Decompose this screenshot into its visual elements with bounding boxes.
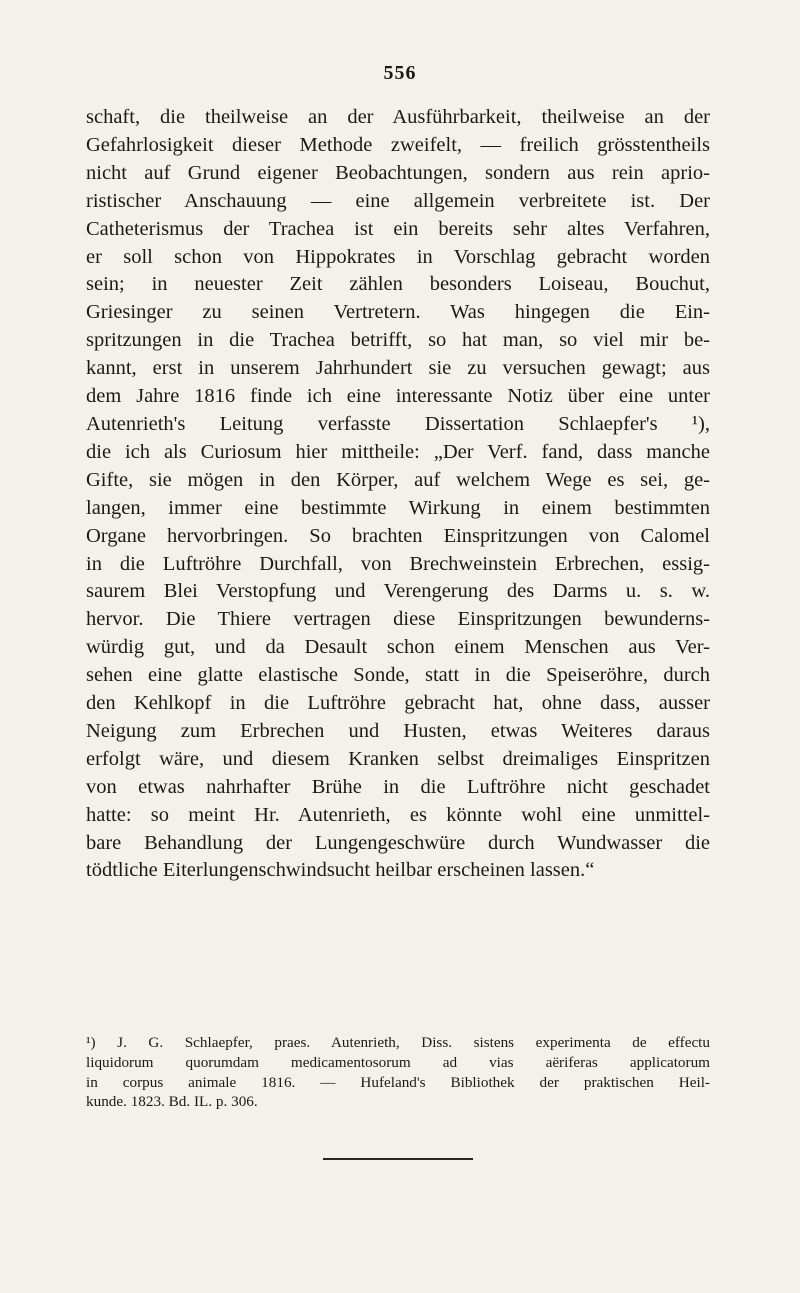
text-line: er soll schon von Hippokrates in Vorschlag gebracht worden [86, 245, 710, 268]
text-line: kannt, erst in unserem Jahrhundert sie zu versuchen gewagt; aus [86, 357, 710, 380]
text-line: in die Luftröhre Durchfall, von Brechweinstein Erbrechen, essig- [86, 552, 710, 575]
text-line: bare Behandlung der Lungengeschwüre durch Wundwasser die [86, 831, 710, 854]
page-number: 556 [383, 62, 417, 84]
footnote-line: liquidorum quorumdam medicamentosorum ad vias aëriferas applicatorum [86, 1053, 710, 1071]
text-line: hatte: so meint Hr. Autenrieth, es könnte wohl eine unmittel- [86, 803, 710, 826]
text-line: Neigung zum Erbrechen und Husten, etwas Weiteres daraus [86, 719, 710, 742]
text-line: von etwas nahrhafter Brühe in die Luftröhre nicht geschadet [86, 775, 710, 798]
text-line: Gifte, sie mögen in den Körper, auf welchem Wege es sei, ge- [86, 468, 710, 491]
text-line: den Kehlkopf in die Luftröhre gebracht hat, ohne dass, ausser [86, 692, 710, 715]
text-line: würdig gut, und da Desault schon einem Menschen aus Ver- [86, 636, 710, 659]
footnote-line: ¹) J. G. Schlaepfer, praes. Autenrieth, Diss. sistens experimenta de effectu [86, 1034, 710, 1051]
text-line: erfolgt wäre, und diesem Kranken selbst dreimaliges Einspritzen [86, 747, 710, 770]
text-line: schaft, die theilweise an der Ausführbarkeit, theilweise an der [86, 106, 710, 128]
text-line: spritzungen in die Trachea betrifft, so hat man, so viel mir be- [86, 329, 710, 352]
text-line: Griesinger zu seinen Vertretern. Was hingegen die Ein- [86, 301, 710, 324]
footnote [86, 1033, 710, 1112]
footnote-line: kunde. 1823. Bd. IL. p. 306. [86, 1093, 258, 1111]
text-line: saurem Blei Verstopfung und Verengerung des Darms u. s. w. [86, 580, 710, 603]
text-line: tödtliche Eiterlungenschwindsucht heilbar erscheinen lassen.“ [86, 859, 595, 882]
text-line: sehen eine glatte elastische Sonde, statt in die Speiseröhre, durch [86, 664, 710, 687]
text-line: nicht auf Grund eigener Beobachtungen, sondern aus rein aprio- [86, 161, 710, 184]
text-line: Catheterismus der Trachea ist ein bereits sehr altes Verfahren, [86, 217, 710, 240]
text-line: sein; in neuester Zeit zählen besonders Loiseau, Bouchut, [86, 273, 710, 296]
text-line: langen, immer eine bestimmte Wirkung in einem bestimmten [86, 496, 710, 519]
text-line: Gefahrlosigkeit dieser Methode zweifelt, — freilich grösstentheils [86, 133, 710, 156]
closing-rule [323, 1158, 473, 1160]
footnote-line: in corpus animale 1816. — Hufeland's Bibliothek der praktischen Heil- [86, 1073, 710, 1091]
text-line: dem Jahre 1816 finde ich eine interessante Notiz über eine unter [86, 385, 710, 408]
body-text [86, 104, 710, 885]
text-line: Organe hervorbringen. So brachten Einspritzungen von Calomel [86, 524, 710, 547]
text-line: hervor. Die Thiere vertragen diese Einspritzungen bewunderns- [86, 608, 710, 631]
text-line: die ich als Curiosum hier mittheile: „Der Verf. fand, dass manche [86, 440, 710, 463]
text-line: ristischer Anschauung — eine allgemein verbreitete ist. Der [86, 189, 710, 212]
text-line: Autenrieth's Leitung verfasste Dissertation Schlaepfer's ¹), [86, 412, 710, 435]
